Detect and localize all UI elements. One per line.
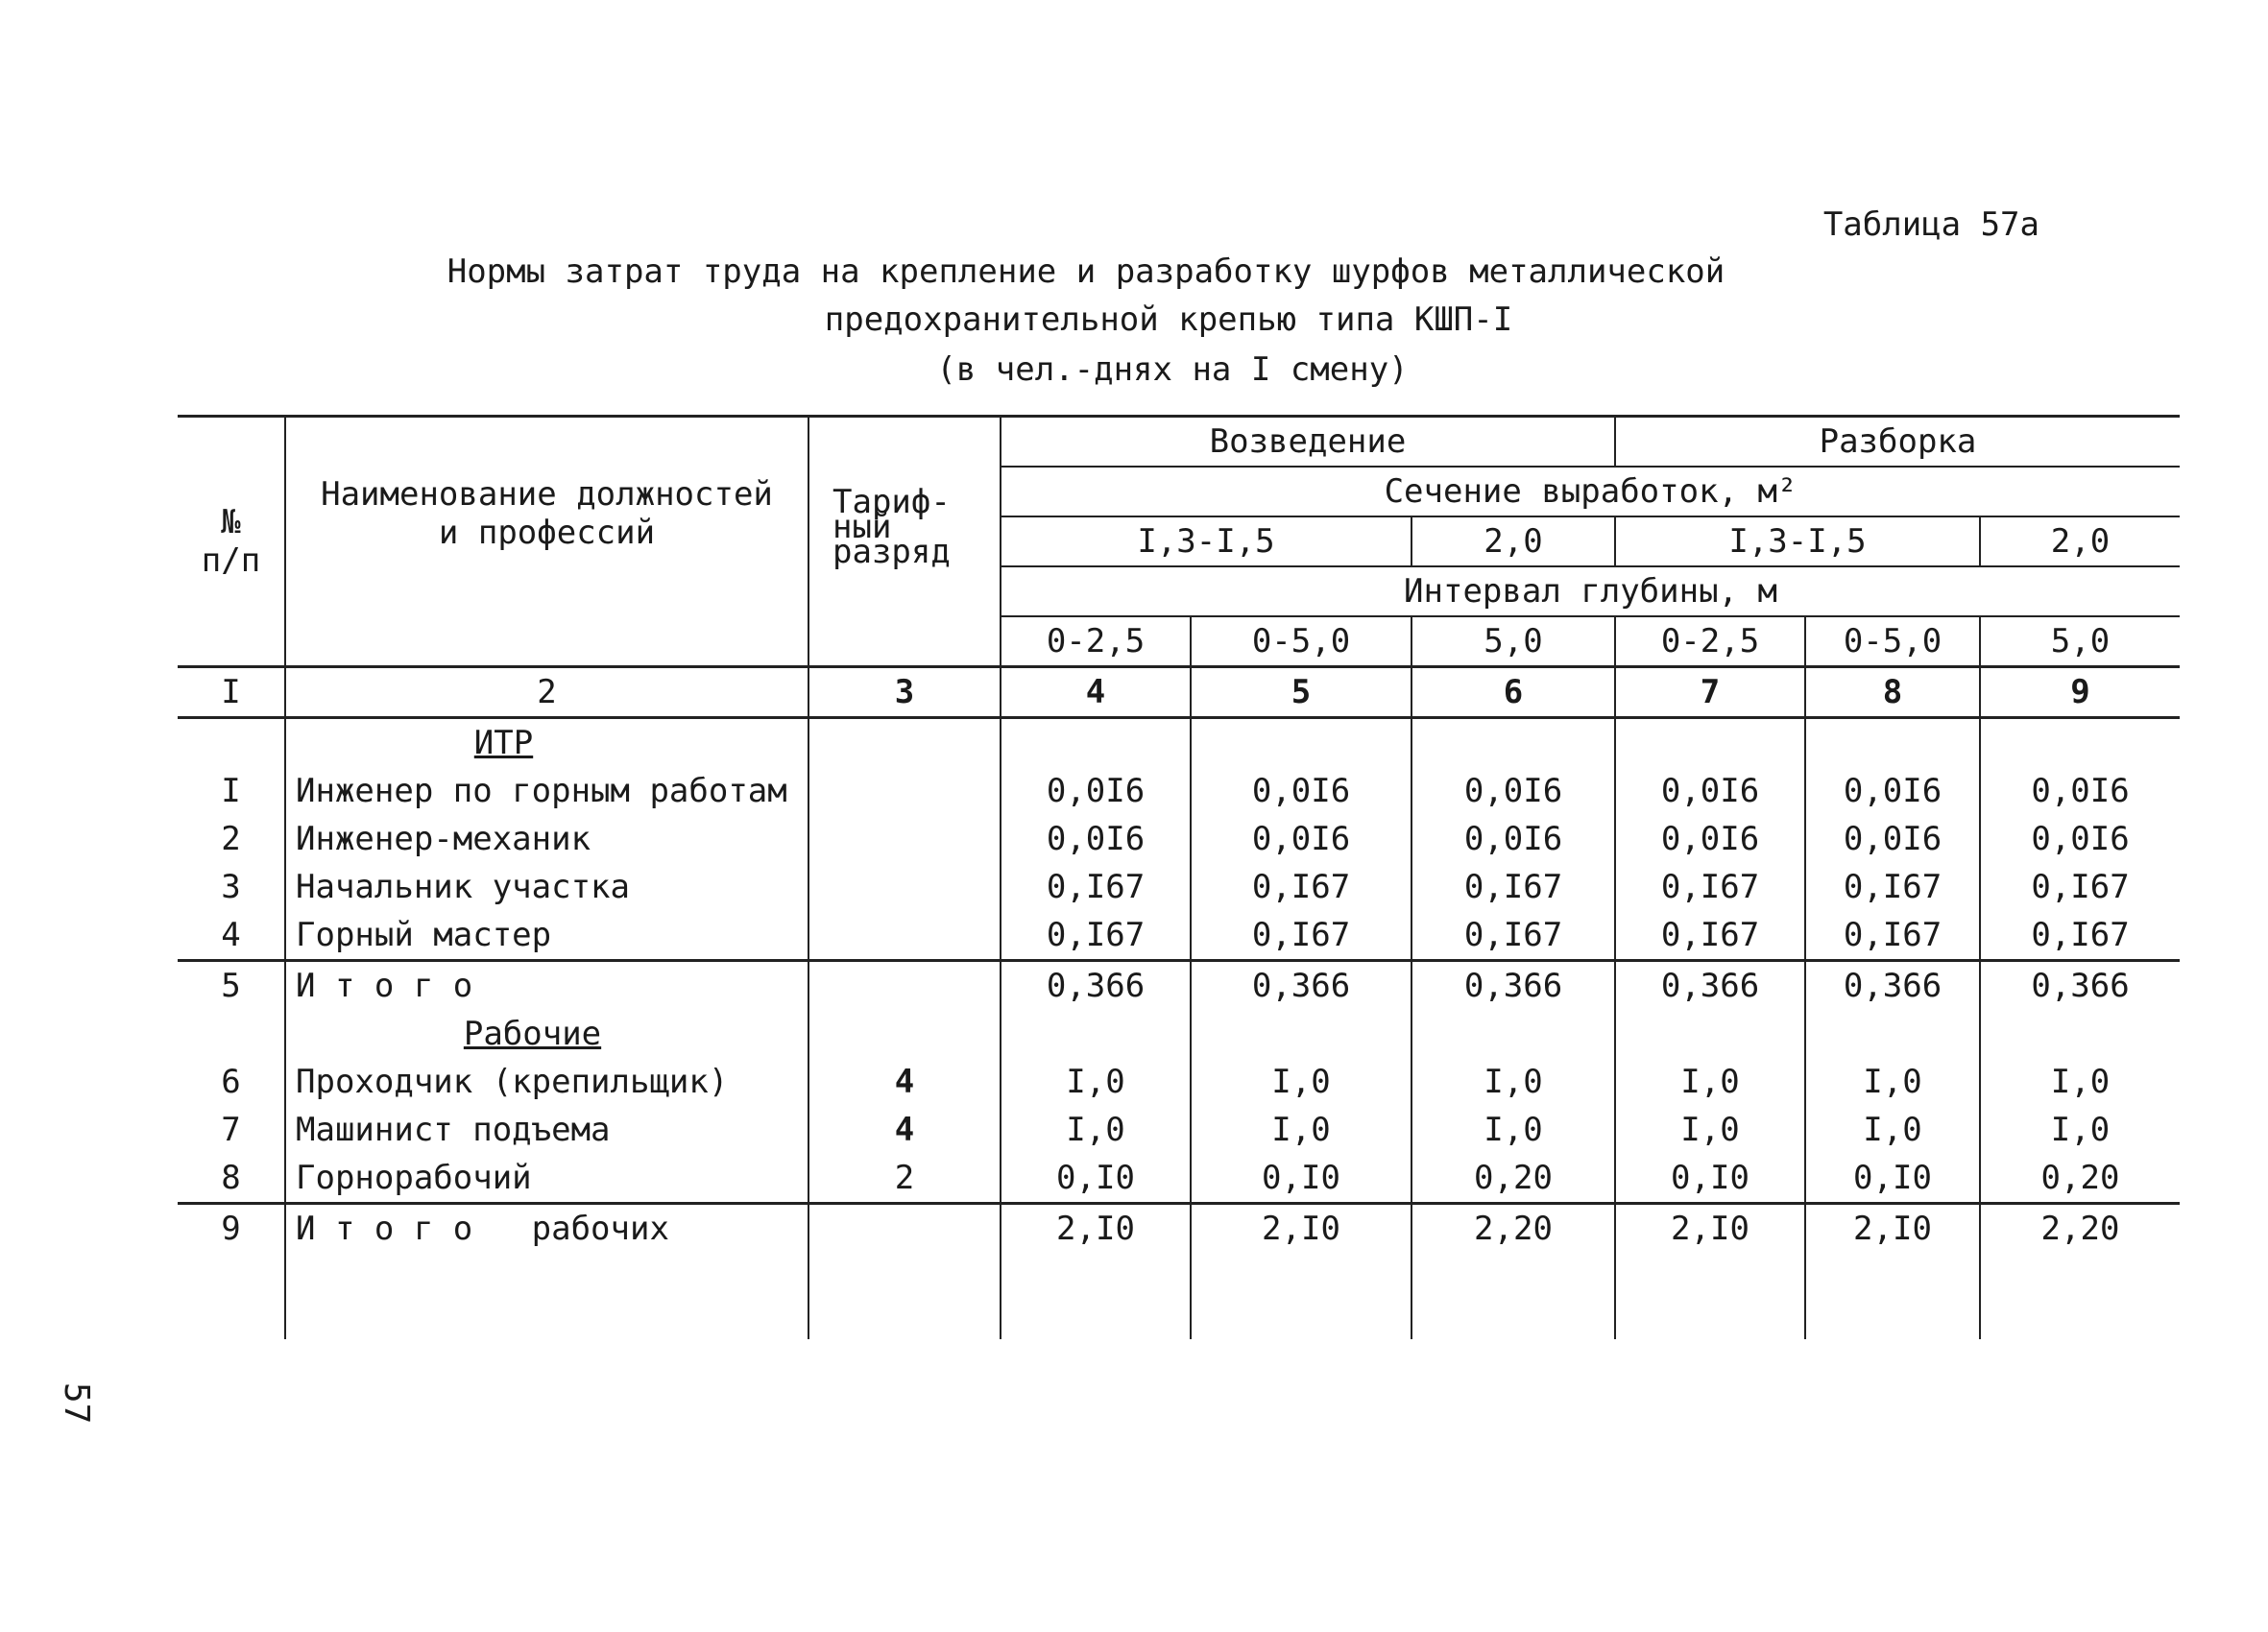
row-number: 4 bbox=[178, 911, 285, 961]
section-value-1: I,3-I,5 bbox=[1001, 516, 1411, 566]
table-row bbox=[178, 911, 2180, 961]
row-value: 0,366 bbox=[1980, 961, 2180, 1011]
row-value: 2,I0 bbox=[1191, 1204, 1411, 1254]
row-value: 0,0I6 bbox=[1001, 815, 1191, 863]
column-number: 5 bbox=[1191, 667, 1411, 718]
depth-value: 0-5,0 bbox=[1805, 616, 1980, 665]
row-number: 8 bbox=[178, 1154, 285, 1204]
row-name: Начальник участка bbox=[285, 863, 808, 911]
section-label-itr: ИТР bbox=[473, 724, 534, 762]
col-header-grade: Тариф- ный разряд bbox=[808, 417, 1001, 667]
row-value: 0,0I6 bbox=[2031, 772, 2130, 810]
section-label-workers: Рабочие bbox=[463, 1015, 602, 1053]
row-value: 0,366 bbox=[1001, 961, 1191, 1011]
table-row bbox=[178, 767, 2180, 815]
row-value: I,0 bbox=[1191, 1106, 1411, 1154]
row-name: Инженер-механик bbox=[285, 815, 808, 863]
row-name: Горнорабочий bbox=[285, 1154, 808, 1204]
row-value: 0,I67 bbox=[1805, 863, 1980, 911]
depth-value: 0-2,5 bbox=[1001, 616, 1191, 665]
depth-header: Интервал глубины, м bbox=[1001, 566, 2180, 616]
row-value: 0,I67 bbox=[1001, 911, 1191, 961]
row-value: 0,0I6 bbox=[1805, 815, 1980, 863]
column-number: 3 bbox=[808, 667, 1001, 718]
row-value: I,0 bbox=[1615, 1106, 1805, 1154]
section-value-3: I,3-I,5 bbox=[1615, 516, 1980, 566]
row-value: 2,I0 bbox=[1805, 1204, 1980, 1254]
column-number: 9 bbox=[1980, 667, 2180, 718]
row-value: 0,I67 bbox=[1615, 911, 1805, 961]
row-value: 0,I67 bbox=[2031, 868, 2130, 906]
row-value: 0,0I6 bbox=[1615, 767, 1805, 815]
row-value: I,0 bbox=[2050, 1111, 2111, 1149]
row-value: 0,I0 bbox=[1001, 1154, 1191, 1204]
row-value: 0,20 bbox=[2040, 1159, 2120, 1197]
group-dismantle: Разборка bbox=[1615, 417, 2180, 468]
table-row-total bbox=[178, 1204, 2180, 1254]
column-number: 7 bbox=[1615, 667, 1805, 718]
row-name: Горный мастер bbox=[285, 911, 808, 961]
depth-value: 5,0 bbox=[1411, 616, 1615, 665]
row-number: 5 bbox=[178, 961, 285, 1011]
column-number: 4 bbox=[1001, 667, 1191, 718]
row-value: 0,0I6 bbox=[1411, 815, 1615, 863]
row-value: 0,366 bbox=[1411, 961, 1615, 1011]
row-grade bbox=[808, 767, 1001, 815]
row-value: 0,0I6 bbox=[1191, 815, 1411, 863]
row-value: I,0 bbox=[1001, 1058, 1191, 1106]
row-value: I,0 bbox=[1805, 1106, 1980, 1154]
row-value: 2,I0 bbox=[1001, 1204, 1191, 1254]
row-name: Инженер по горным работам bbox=[285, 767, 808, 815]
row-grade bbox=[808, 961, 1001, 1011]
row-value: 0,0I6 bbox=[1615, 815, 1805, 863]
row-value: 0,0I6 bbox=[2031, 820, 2130, 858]
depth-value: 5,0 bbox=[2050, 622, 2111, 660]
row-value: 0,I67 bbox=[1411, 911, 1615, 961]
row-name: И т о г о рабочих bbox=[285, 1204, 808, 1254]
row-value: 0,0I6 bbox=[1805, 767, 1980, 815]
table-number: Таблица 57а bbox=[1822, 205, 2039, 244]
table-row bbox=[178, 1058, 2180, 1106]
row-value: I,0 bbox=[1805, 1058, 1980, 1106]
row-value: 0,366 bbox=[1615, 961, 1805, 1011]
row-value: 0,0I6 bbox=[1191, 767, 1411, 815]
table-row bbox=[178, 1154, 2180, 1204]
row-value: 0,I67 bbox=[1411, 863, 1615, 911]
row-value: I,0 bbox=[2050, 1063, 2111, 1101]
row-grade bbox=[808, 1204, 1001, 1254]
row-grade: 2 bbox=[808, 1154, 1001, 1204]
row-number: 6 bbox=[178, 1058, 285, 1106]
table-row bbox=[178, 863, 2180, 911]
row-value: 0,0I6 bbox=[1411, 767, 1615, 815]
row-name: И т о г о bbox=[285, 961, 808, 1011]
row-grade: 4 bbox=[808, 1106, 1001, 1154]
row-value: 0,I67 bbox=[1191, 911, 1411, 961]
row-value: 0,I0 bbox=[1805, 1154, 1980, 1204]
labor-norms-table bbox=[178, 415, 2180, 1339]
column-number: 6 bbox=[1411, 667, 1615, 718]
row-grade: 4 bbox=[808, 1058, 1001, 1106]
row-value: 2,I0 bbox=[1615, 1204, 1805, 1254]
column-number: I bbox=[178, 667, 285, 718]
row-value: 0,366 bbox=[1191, 961, 1411, 1011]
table-title-line-2: предохранительной крепью типа КШП-I bbox=[824, 300, 1513, 339]
row-number: 9 bbox=[178, 1204, 285, 1254]
col-header-num: № п/п bbox=[178, 417, 285, 667]
row-value: I,0 bbox=[1411, 1106, 1615, 1154]
section-value-2: 2,0 bbox=[1411, 516, 1615, 566]
row-value: 0,I67 bbox=[2031, 916, 2130, 954]
depth-value: 0-2,5 bbox=[1615, 616, 1805, 665]
row-grade bbox=[808, 863, 1001, 911]
row-value: 0,20 bbox=[1411, 1154, 1615, 1204]
row-value: I,0 bbox=[1001, 1106, 1191, 1154]
row-value: 0,I67 bbox=[1805, 911, 1980, 961]
row-value: 0,I67 bbox=[1191, 863, 1411, 911]
row-value: 0,I67 bbox=[1001, 863, 1191, 911]
row-value: 2,20 bbox=[1980, 1204, 2180, 1254]
row-grade bbox=[808, 911, 1001, 961]
row-value: 0,366 bbox=[1805, 961, 1980, 1011]
section-header: Сечение выработок, м² bbox=[1001, 467, 2180, 516]
row-number: 3 bbox=[178, 863, 285, 911]
table-row bbox=[178, 1106, 2180, 1154]
row-value: I,0 bbox=[1191, 1058, 1411, 1106]
row-value: I,0 bbox=[1615, 1058, 1805, 1106]
row-grade bbox=[808, 815, 1001, 863]
row-name: Машинист подъема bbox=[285, 1106, 808, 1154]
column-number: 2 bbox=[285, 667, 808, 718]
row-name: Проходчик (крепильщик) bbox=[285, 1058, 808, 1106]
row-number: I bbox=[178, 767, 285, 815]
column-number: 8 bbox=[1805, 667, 1980, 718]
row-value: 0,I0 bbox=[1615, 1154, 1805, 1204]
table-row-total bbox=[178, 961, 2180, 1011]
row-value: 0,0I6 bbox=[1001, 767, 1191, 815]
row-value: 0,I0 bbox=[1191, 1154, 1411, 1204]
row-number: 2 bbox=[178, 815, 285, 863]
row-value: 0,I67 bbox=[1615, 863, 1805, 911]
group-erect: Возведение bbox=[1001, 417, 1615, 468]
row-number: 7 bbox=[178, 1106, 285, 1154]
table-title-line-1: Нормы затрат труда на крепление и разработку шурфов металлической bbox=[446, 252, 1725, 291]
section-value-4: 2,0 bbox=[1980, 516, 2180, 566]
col-header-name: Наименование должностей и профессий bbox=[285, 417, 808, 667]
table-row bbox=[178, 815, 2180, 863]
row-value: 2,20 bbox=[1411, 1204, 1615, 1254]
table-title-units: (в чел.-днях на I смену) bbox=[936, 350, 1409, 389]
row-value: I,0 bbox=[1411, 1058, 1615, 1106]
page-number: 57 bbox=[57, 1382, 96, 1425]
depth-value: 0-5,0 bbox=[1191, 616, 1411, 665]
